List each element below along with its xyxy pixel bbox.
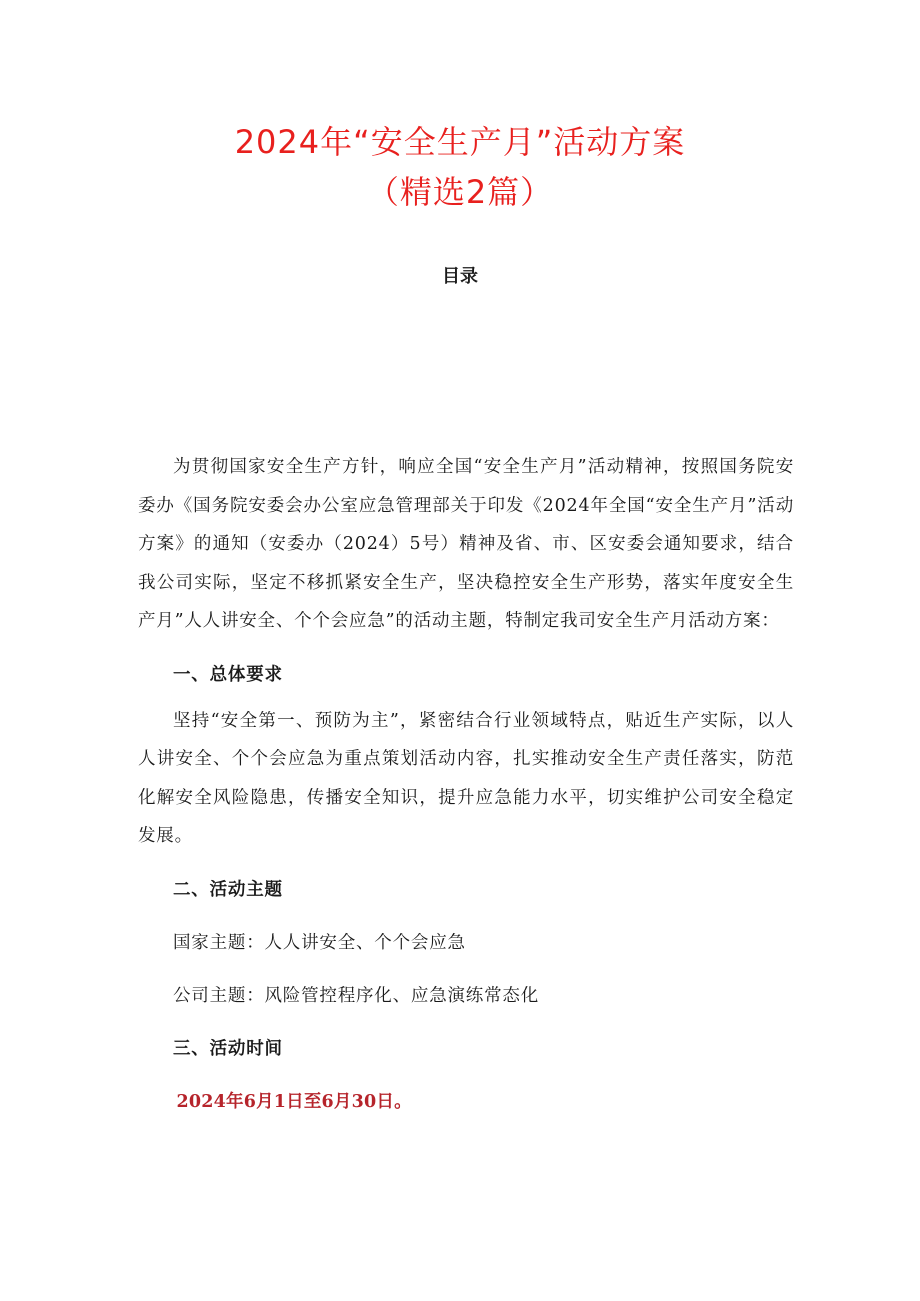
toc-heading: 目录: [442, 266, 478, 287]
section-heading-overall-requirements: 一、总体要求: [173, 664, 283, 685]
intro-paragraph: 为贯彻国家安全生产方针，响应全国“安全生产月”活动精神，按照国务院安委办《国务院安委会办公室应急管理部关于印发《2024年全国“安全生产月”活动方案》的通知（安委办（2024）5号）精神及省、市、区安委会通知要求，结合我公司实际，坚定不移抓紧安全生产，坚决稳控安全生产形势，落实年度安全生产月”人人讲安全、个个会应急”的活动主题，特制定我司安全生产月活动方案：: [138, 457, 794, 631]
section-heading-activity-theme: 二、活动主题: [173, 879, 283, 900]
overall-requirements-paragraph: 坚持“安全第一、预防为主”，紧密结合行业领域特点，贴近生产实际，以人人讲安全、个个会应急为重点策划活动内容，扎实推动安全生产责任落实，防范化解安全风险隐患，传播安全知识，提升应急能力水平，切实维护公司安全稳定发展。: [138, 710, 794, 846]
document-title-line2: （精选2篇）: [366, 173, 554, 211]
company-theme-line: 公司主题：风险管控程序化、应急演练常态化: [173, 985, 539, 1006]
national-theme-line: 国家主题：人人讲安全、个个会应急: [173, 932, 466, 953]
activity-date-line: 2024年6月1日至6月30日。: [176, 1091, 412, 1112]
section-heading-activity-time: 三、活动时间: [173, 1038, 283, 1059]
document-body: [138, 448, 794, 1129]
document-title-line1: 2024年“安全生产月”活动方案: [234, 123, 686, 161]
